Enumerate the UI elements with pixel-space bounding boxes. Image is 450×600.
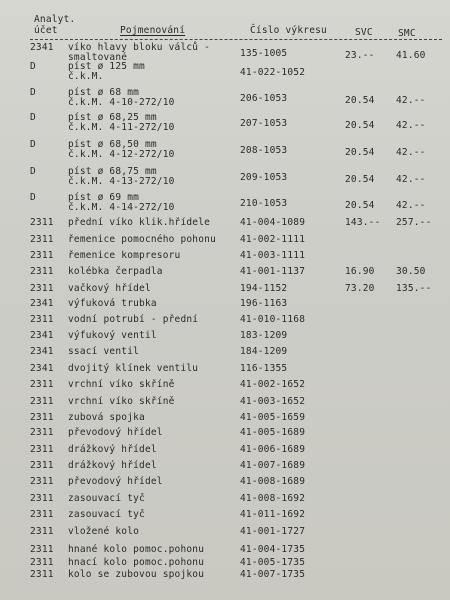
row-name: hnací kolo pomoc.pohonu [68, 557, 205, 568]
row-name: zasouvací tyč [68, 493, 145, 504]
row-smc: 135.-- [396, 283, 432, 294]
row-cislo-vykresu: 41-002-1111 [240, 234, 306, 245]
row-ucet: D [30, 112, 36, 123]
row-name: přední víko klik.hřídele [68, 217, 211, 228]
row-name: vrchní víko skříně [68, 396, 175, 407]
row-name: píst ø 68 mm [68, 87, 140, 98]
row-smc: 30.50 [396, 266, 426, 277]
row-name: zubová spojka [68, 412, 145, 423]
row-name: vrchní víko skříně [68, 379, 175, 390]
row-name: výfukový ventil [68, 330, 157, 341]
row-name-line2: č.k.M. 4-10-272/10 [68, 97, 175, 108]
row-smc: 41.60 [396, 50, 426, 61]
row-cislo-vykresu: 41-010-1168 [240, 314, 306, 325]
row-name-line2: č.k.M. 4-13-272/10 [68, 176, 175, 187]
row-name: ssací ventil [68, 346, 140, 357]
row-name: vložené kolo [68, 526, 140, 537]
row-smc: 42.-- [396, 200, 426, 211]
row-name: hnané kolo pomoc.pohonu [68, 544, 205, 555]
row-ucet: 2311 [30, 557, 54, 568]
row-svc: 20.54 [345, 120, 375, 131]
row-svc: 23.-- [345, 50, 375, 61]
row-cislo-vykresu: 210-1053 [240, 198, 288, 209]
row-cislo-vykresu: 41-001-1137 [240, 266, 306, 277]
row-ucet: 2311 [30, 569, 54, 580]
row-cislo-vykresu: 41-006-1689 [240, 444, 306, 455]
row-ucet: 2311 [30, 544, 54, 555]
row-name: píst ø 68,75 mm [68, 166, 157, 177]
row-cislo-vykresu: 41-007-1689 [240, 460, 306, 471]
row-cislo-vykresu: 41-003-1111 [240, 250, 306, 261]
row-ucet: 2311 [30, 314, 54, 325]
row-cislo-vykresu: 41-002-1652 [240, 379, 306, 390]
row-cislo-vykresu: 41-008-1689 [240, 476, 306, 487]
row-name: kolo se zubovou spojkou [68, 569, 205, 580]
row-ucet: 2311 [30, 526, 54, 537]
header-divider [30, 39, 442, 40]
row-cislo-vykresu: 41-003-1652 [240, 396, 306, 407]
row-cislo-vykresu: 196-1163 [240, 298, 288, 309]
row-cislo-vykresu: 206-1053 [240, 93, 288, 104]
row-name: píst ø 68,25 mm [68, 112, 157, 123]
row-ucet: 2311 [30, 509, 54, 520]
header-analyt: Analyt. [34, 14, 76, 25]
row-cislo-vykresu: 41-001-1727 [240, 526, 306, 537]
row-svc: 20.54 [345, 147, 375, 158]
row-name-line2: č.k.M. [68, 71, 104, 82]
row-name: vodní potrubí - přední [68, 314, 199, 325]
row-ucet: 2311 [30, 444, 54, 455]
row-name: píst ø 68,50 mm [68, 139, 157, 150]
row-ucet: 2311 [30, 250, 54, 261]
row-name: převodový hřídel [68, 427, 163, 438]
row-ucet: D [30, 87, 36, 98]
row-name: dvojitý klínek ventilu [68, 363, 199, 374]
row-ucet: 2311 [30, 427, 54, 438]
row-ucet: 2311 [30, 379, 54, 390]
row-ucet: 2341 [30, 42, 54, 53]
row-smc: 42.-- [396, 120, 426, 131]
row-cislo-vykresu: 209-1053 [240, 172, 288, 183]
row-name-line2: č.k.M. 4-11-272/10 [68, 122, 175, 133]
row-smc: 42.-- [396, 147, 426, 158]
row-name: výfuková trubka [68, 298, 157, 309]
row-name: píst ø 125 mm [68, 61, 145, 72]
row-ucet: D [30, 166, 36, 177]
row-cislo-vykresu: 208-1053 [240, 145, 288, 156]
row-smc: 42.-- [396, 174, 426, 185]
row-name: kolébka čerpadla [68, 266, 163, 277]
row-cislo-vykresu: 41-007-1735 [240, 569, 306, 580]
row-name-line2: č.k.M. 4-12-272/10 [68, 149, 175, 160]
row-name: řemenice kompresoru [68, 250, 181, 261]
header-pojmenovani: Pojmenování [120, 25, 186, 36]
row-ucet: 2311 [30, 266, 54, 277]
row-cislo-vykresu: 41-022-1052 [240, 67, 306, 78]
header-cislo-vykresu: Číslo výkresu [250, 25, 327, 36]
row-svc: 20.54 [345, 174, 375, 185]
row-ucet: 2311 [30, 283, 54, 294]
row-ucet: D [30, 61, 36, 72]
row-ucet: 2341 [30, 363, 54, 374]
row-cislo-vykresu: 41-005-1659 [240, 412, 306, 423]
row-ucet: 2311 [30, 493, 54, 504]
row-cislo-vykresu: 184-1209 [240, 346, 288, 357]
row-ucet: 2311 [30, 396, 54, 407]
row-svc: 20.54 [345, 95, 375, 106]
row-ucet: 2311 [30, 412, 54, 423]
row-name-line2: smaltované [68, 52, 128, 63]
row-name: řemenice pomocného pohonu [68, 234, 216, 245]
row-name: víko hlavy bloku válců - [68, 42, 211, 53]
row-smc: 257.-- [396, 217, 432, 228]
row-ucet: 2341 [30, 346, 54, 357]
row-cislo-vykresu: 41-011-1692 [240, 509, 306, 520]
row-name: drážkový hřídel [68, 460, 157, 471]
row-cislo-vykresu: 183-1209 [240, 330, 288, 341]
row-cislo-vykresu: 135-1005 [240, 48, 288, 59]
row-svc: 73.20 [345, 283, 375, 294]
row-cislo-vykresu: 41-004-1735 [240, 544, 306, 555]
row-name: převodový hřídel [68, 476, 163, 487]
row-cislo-vykresu: 41-005-1689 [240, 427, 306, 438]
row-ucet: 2311 [30, 234, 54, 245]
row-svc: 16.90 [345, 266, 375, 277]
row-name: píst ø 69 mm [68, 192, 140, 203]
row-name-line2: č.k.M. 4-14-272/10 [68, 202, 175, 213]
row-cislo-vykresu: 41-004-1089 [240, 217, 306, 228]
row-svc: 20.54 [345, 200, 375, 211]
row-name: drážkový hřídel [68, 444, 157, 455]
header-smc: SMC [398, 28, 416, 39]
row-ucet: 2311 [30, 217, 54, 228]
row-smc: 42.-- [396, 95, 426, 106]
row-cislo-vykresu: 207-1053 [240, 118, 288, 129]
row-cislo-vykresu: 41-005-1735 [240, 557, 306, 568]
row-ucet: D [30, 139, 36, 150]
row-ucet: 2341 [30, 298, 54, 309]
row-name: zasouvací tyč [68, 509, 145, 520]
row-ucet: 2311 [30, 476, 54, 487]
row-ucet: D [30, 192, 36, 203]
row-cislo-vykresu: 41-008-1692 [240, 493, 306, 504]
header-ucet: účet [34, 25, 58, 36]
row-name: vačkový hřídel [68, 283, 151, 294]
row-cislo-vykresu: 194-1152 [240, 283, 288, 294]
row-cislo-vykresu: 116-1355 [240, 363, 288, 374]
header-svc: SVC [355, 27, 373, 38]
row-ucet: 2341 [30, 330, 54, 341]
row-ucet: 2311 [30, 460, 54, 471]
row-svc: 143.-- [345, 217, 381, 228]
